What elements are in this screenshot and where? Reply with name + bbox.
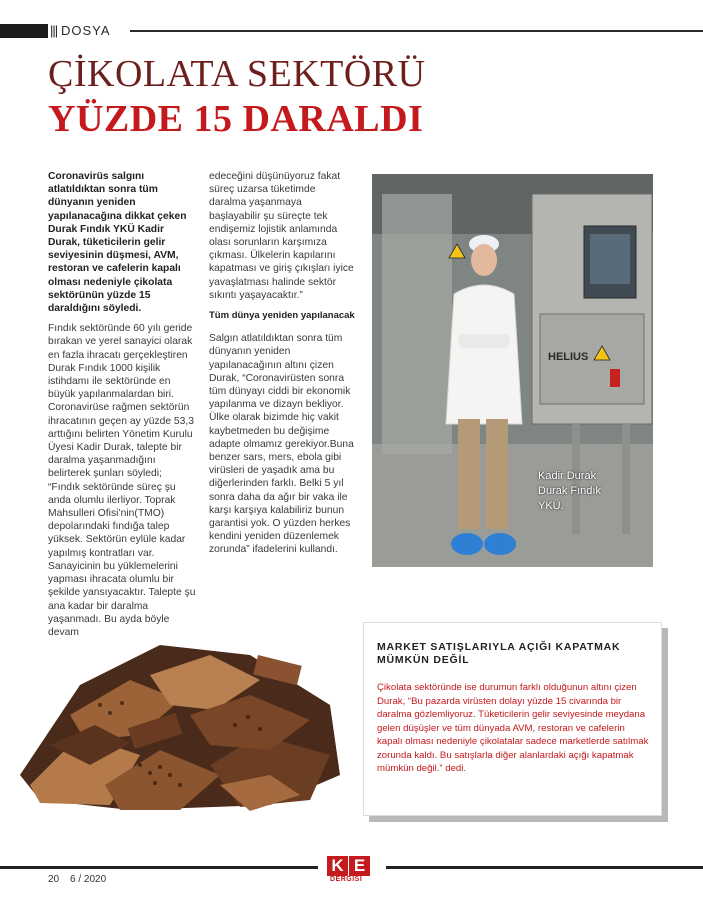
section-label: DOSYA [61, 23, 111, 38]
article-subheading: Tüm dünya yeniden yapılanacak [209, 310, 355, 322]
magazine-logo-subtitle: DERGİSİ [330, 876, 363, 883]
factory-scene [372, 174, 653, 567]
magazine-logo-k: K [327, 856, 348, 876]
article-lead: Coronavirüs salgını atlatıldıktan sonra tüm dünyanın yeniden yapılanacağına dikkat çeken Durak Fındık YKÜ Kadir Durak, tüketicilerin gelir seviyesinin düşmesi, AVM, restoran ve cafelerin kapalı olması nedeniyle çikolata sektörünün yüzde 15 daraldığını söyledi. [48, 171, 187, 315]
article-column-1 [48, 170, 196, 646]
article-body-1: Fındık sektöründe 60 yılı geride bırakan ve yerel sanayici olarak en fazla ihracatı gerçekleştiren Durak Fındık 1000 kişilik istihdamı ile sektöründe en büyük yapılanmalardan biri. Coronavirüse rağmen sektörün ihracatının geçen ay yüzde 53,3 arttığını belirten Yönetim Kurulu Üyesi Kadir Durak, talepte bir daralma yaşanmadığını belirterek şunları söyledi; “Fındık sektöründe süreç şu anda olumlu ilerliyor. Toprak Mahsulleri Ofisi’nin(TMO) depolarındaki fındığa talep yüksek. Sektörün eylüle kadar yapılmış kontratları var. Sanayicinin bu yüklemelerini yapması ihracata olumlu bir şekilde yansıyacaktır. Talepte şu ana kadar bir daralma yaşanmadı. Bu ayda böyle devam [48, 323, 196, 638]
headline-line2: YÜZDE 15 DARALDI [48, 98, 424, 140]
sidebar-body: Çikolata sektöründe ise durumun farklı olduğunun altını çizen Durak, “Bu pazarda virüsten dolayı yüzde 15 civarında bir daralma gözlemliyoruz. Tüketicilerin gelir seviyesinde meydana gelen düşüşler ve tüm dünyada AVM, restoran ve cafelerin kapalı olması nedeniyle çikolatalar sadece marketlerde satılmak zorunda kaldı. Bu satışlarla diğer alanlardaki açığı kapatmak mümkün değil.” dedi. [377, 682, 649, 774]
caption-title: YKÜ. [538, 500, 564, 512]
portrait-photo [372, 174, 653, 567]
section-rule [130, 30, 703, 32]
headline-line1: ÇİKOLATA SEKTÖRÜ [48, 53, 426, 95]
article-body-3: Salgın atlatıldıktan sonra tüm dünyanın yeniden yapılanacağının altını çizen Durak, “Coronavirüsten sonra tüm dünyayı ciddi bir ekonomik yapılanma ve dizayn bekliyor. Ülke olarak bizimde hiç vakit kaybetmeden bu değişime adapte olmamız gerekiyor.Buna benzer sars, mers, ebola gibi virüsleri de yaşadık ama bu diğerlerinden farklı. Belki 5 yıl sonra daha da ağır bir vaka ile karşı karşıya kalabiliriz bunun garantisi yok. O yüzden herkes kendini yeniden düzenlemek zorunda” ifadelerini kullandı. [209, 333, 354, 556]
footer-rule-right [386, 866, 703, 869]
machine-brand: HELIUS [548, 351, 589, 363]
sidebar-box [363, 622, 662, 816]
section-bar [0, 24, 48, 38]
article-body-2: edeceğini düşünüyoruz fakat süreç uzarsa tüketimde daralma yaşanmaya başlayabilir şu süreçte tek endişemiz lojistik anlamında olası sorunların karşımıza çıkması. Ülkelerin kapılarını kapatması ve giriş çıkışları iyice yavaşlatması halinde sektör sıkıntı yaşayacaktır.” [209, 171, 354, 301]
chocolate-pile-image [10, 625, 350, 815]
caption-company: Durak Fındık [538, 485, 601, 497]
footer-rule-left [0, 866, 318, 869]
page-number: 20 [48, 874, 60, 885]
photo-caption [538, 469, 601, 514]
caption-name: Kadir Durak [538, 470, 597, 482]
section-marker-icon: ||| [50, 23, 58, 38]
issue-date: 6 / 2020 [70, 874, 107, 885]
sidebar-title: MARKET SATIŞLARIYLA AÇIĞI KAPATMAK MÜMKÜN DEĞİL [377, 641, 621, 666]
article-column-2 [209, 170, 355, 564]
magazine-logo-e: E [349, 856, 370, 876]
